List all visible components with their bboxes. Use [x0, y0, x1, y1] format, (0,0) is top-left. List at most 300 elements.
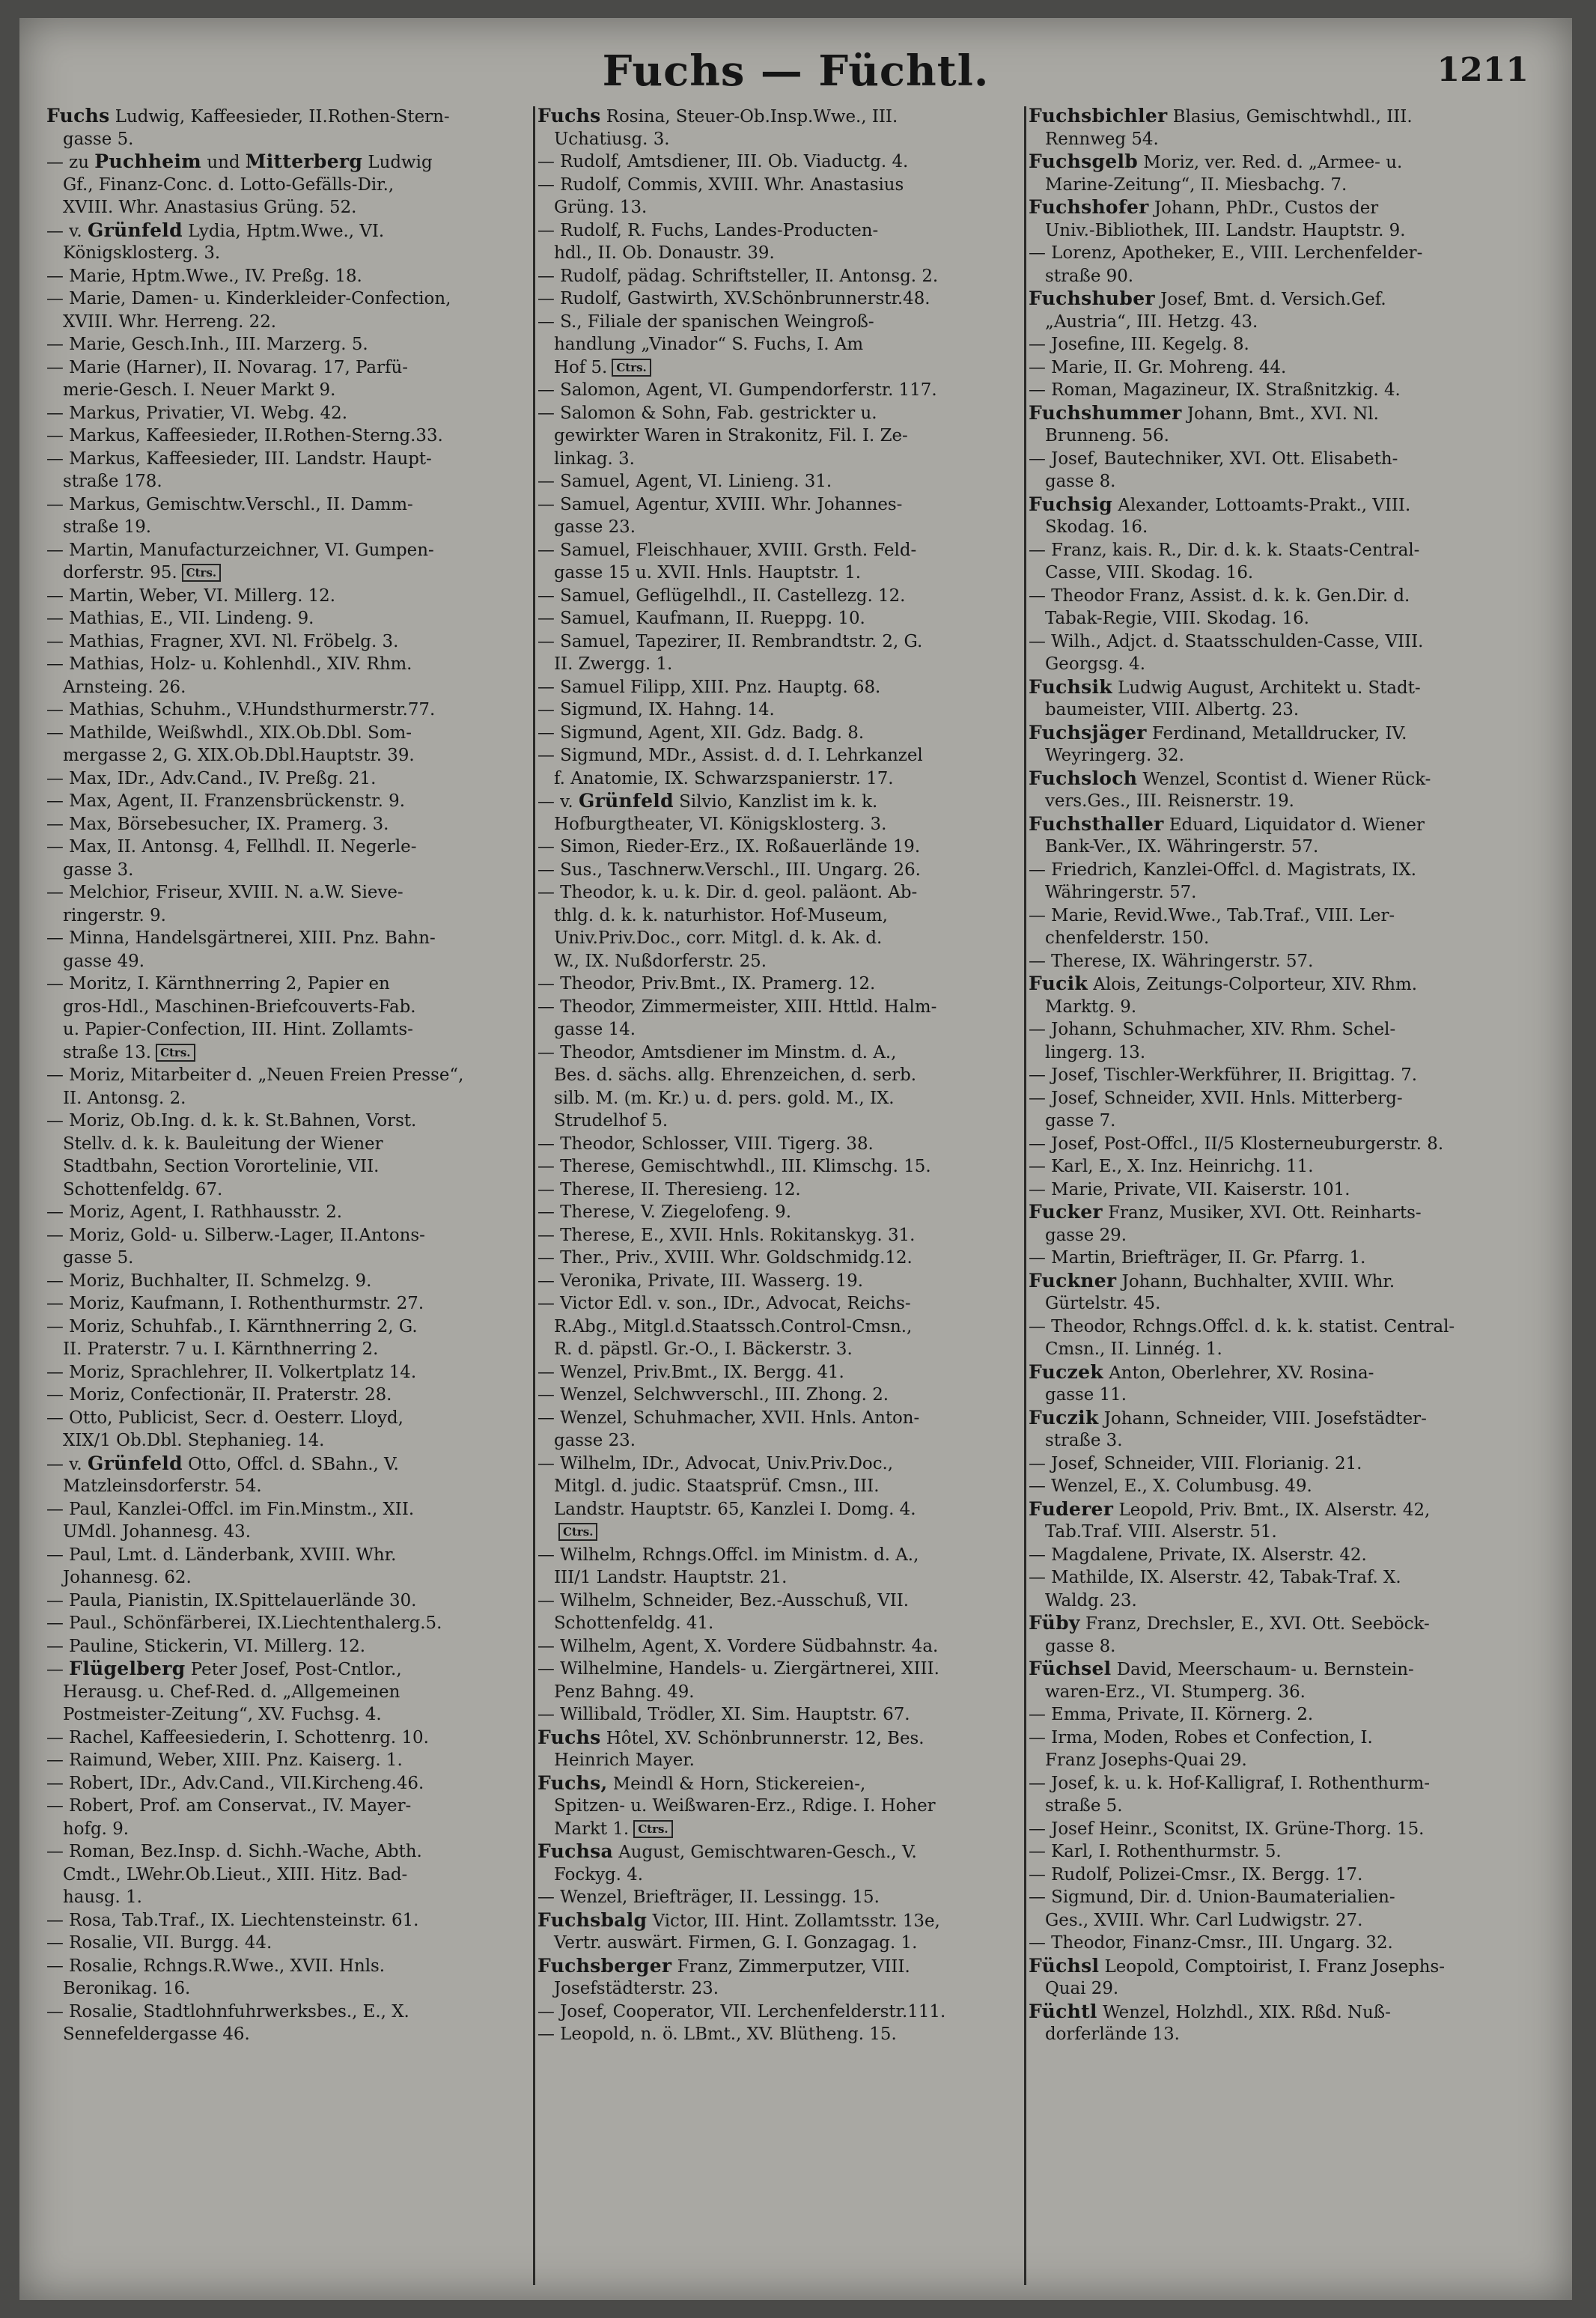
entry-line	[46, 1018, 526, 1041]
entry-text: — Josefine, III. Kegelg. 8.	[1029, 335, 1249, 354]
entry-line	[1029, 2001, 1508, 2024]
entry-text: — Wenzel, Briefträger, II. Lessingg. 15.	[537, 1887, 880, 1907]
entry-line	[1029, 585, 1508, 608]
entry-text: — Paul, Lmt. d. Länderbank, XVIII. Whr.	[46, 1545, 397, 1565]
entry-line	[537, 1407, 1017, 1430]
entry-text: — Therese, E., XVII. Hnls. Rokitanskyg. 31.	[537, 1225, 916, 1245]
entry-text: — Otto, Publicist, Secr. d. Oesterr. Lloyd,	[46, 1408, 403, 1428]
entry-text: XVIII. Whr. Herreng. 22.	[63, 311, 277, 332]
surname-heading: Fuchsig	[1029, 493, 1113, 515]
entry-line	[537, 1384, 1017, 1407]
entry-line	[537, 630, 1017, 654]
entry-text: gasse 5.	[63, 129, 134, 149]
entry-line	[537, 2023, 1017, 2046]
entry-line	[1029, 105, 1508, 128]
entry-text: — Markus, Kaffeesieder, II.Rothen-Sterng.33.	[46, 426, 443, 445]
entry-line	[537, 1292, 1017, 1315]
entry-line	[537, 1338, 1017, 1361]
entry-line	[1029, 1795, 1508, 1818]
surname-heading: Fuchs,	[537, 1771, 608, 1794]
entry-line	[46, 493, 526, 517]
entry-line	[537, 585, 1017, 608]
entry-line	[537, 1932, 1017, 1955]
surname-heading: Fuderer	[1029, 1497, 1114, 1520]
entry-line	[46, 1749, 526, 1772]
entry-text: baumeister, VIII. Albertg. 23.	[1045, 700, 1300, 720]
entry-line	[46, 904, 526, 928]
entry-text: Silvio, Kanzlist im k. k.	[673, 792, 878, 812]
entry-text: — Rudolf, Amtsdiener, III. Ob. Viaductg. 4.	[537, 152, 909, 171]
entry-text: — Johann, Schuhmacher, XIV. Rhm. Schel-	[1029, 1020, 1396, 1039]
entry-line	[537, 1886, 1017, 1909]
entry-text: — Sus., Taschnerw.Verschl., III. Ungarg. 26.	[537, 860, 921, 880]
entry-text: — Samuel, Tapezirer, II. Rembrandtstr. 2, G.	[537, 631, 923, 651]
surname-heading: Flügelberg	[69, 1658, 186, 1679]
entry-line	[46, 973, 526, 996]
entry-line	[1029, 1749, 1508, 1772]
entry-line	[537, 1064, 1017, 1087]
surname-heading: Füchsl	[1029, 1954, 1100, 1977]
entry-line	[1029, 1475, 1508, 1498]
entry-text: — Josef, Tischler-Werkführer, II. Brigittag. 7.	[1029, 1065, 1418, 1085]
ctrs-stamp: Ctrs.	[633, 1820, 672, 1838]
entry-line	[1029, 607, 1508, 630]
entry-line	[1029, 1818, 1508, 1841]
entry-text: XIX/1 Ob.Dbl. Stephanieg. 14.	[63, 1431, 325, 1450]
entry-line	[46, 1681, 526, 1704]
surname-heading: Füchsel	[1029, 1658, 1112, 1679]
entry-line	[1029, 379, 1508, 402]
surname-heading: Fuchsa	[537, 1840, 613, 1862]
entry-text: — Moriz, Buchhalter, II. Schmelzg. 9.	[46, 1271, 372, 1291]
entry-text: f. Anatomie, IX. Schwarzspanierstr. 17.	[554, 768, 894, 788]
entry-text: — Max, II. Antonsg. 4, Fellhdl. II. Negerle-	[46, 837, 417, 857]
entry-line	[46, 1818, 526, 1841]
entry-line	[537, 448, 1017, 471]
entry-text: straße 90.	[1045, 266, 1134, 286]
entry-line	[46, 950, 526, 973]
entry-text: III/1 Landstr. Hauptstr. 21.	[554, 1568, 788, 1587]
entry-text: August, Gemischtwaren-Gesch., V.	[612, 1843, 917, 1862]
entry-line	[46, 1407, 526, 1430]
entry-line	[1029, 790, 1508, 813]
entry-line	[1029, 196, 1508, 219]
entry-text: — Martin, Weber, VI. Millerg. 12.	[46, 585, 336, 606]
entry-text: — Rosa, Tab.Traf., IX. Liechtensteinstr. 61.	[46, 1910, 419, 1930]
entry-line	[46, 1909, 526, 1932]
surname-heading: Fuchs	[537, 105, 601, 127]
entry-line	[46, 767, 526, 791]
entry-text: — Marie (Harner), II. Novarag. 17, Parfü-	[46, 357, 408, 377]
entry-text: hausg. 1.	[63, 1887, 142, 1907]
surname-heading: Fuchs	[46, 105, 110, 127]
column-2	[537, 105, 1017, 2046]
entry-text: — Theodor, k. u. k. Dir. d. geol. paläont. Ab-	[537, 883, 918, 902]
entry-line	[46, 288, 526, 311]
entry-line	[1029, 1932, 1508, 1955]
entry-line	[46, 1886, 526, 1909]
entry-line	[46, 1384, 526, 1407]
entry-text: — Salomon & Sohn, Fab. gestrickter u.	[537, 403, 877, 423]
entry-line	[537, 1977, 1017, 2001]
entry-line	[537, 881, 1017, 904]
entry-line	[1029, 288, 1508, 311]
entry-text: Ludwig	[362, 153, 433, 172]
entry-line	[537, 1315, 1017, 1339]
entry-text: — Victor Edl. v. son., IDr., Advocat, Reichs-	[537, 1294, 911, 1313]
entry-text: Heinrich Mayer.	[554, 1750, 695, 1770]
entry-text: — Therese, II. Theresieng. 12.	[537, 1179, 801, 1199]
entry-text: Waldg. 23.	[1045, 1590, 1137, 1610]
entry-text: — v.	[537, 792, 579, 812]
entry-line	[537, 1749, 1017, 1772]
entry-line	[46, 196, 526, 219]
entry-line	[46, 1840, 526, 1864]
entry-text: — Josef, k. u. k. Hof-Kalligraf, I. Rothenthurm-	[1029, 1773, 1430, 1793]
entry-line	[537, 493, 1017, 517]
entry-text: Georgsg. 4.	[1045, 654, 1146, 674]
entry-text: straße 5.	[1045, 1796, 1123, 1816]
entry-text: Marine-Zeitung“, II. Miesbachg. 7.	[1045, 174, 1347, 195]
entry-text: — Max, IDr., Adv.Cand., IV. Preßg. 21.	[46, 768, 377, 788]
entry-text: vers.Ges., III. Reisnerstr. 19.	[1045, 791, 1294, 811]
entry-line	[46, 1521, 526, 1544]
entry-line	[1029, 950, 1508, 973]
entry-text: — Sigmund, MDr., Assist. d. d. I. Lehrkanzel	[537, 746, 923, 765]
surname-heading: Fuczik	[1029, 1406, 1099, 1429]
entry-line	[1029, 448, 1508, 471]
entry-line	[1029, 1681, 1508, 1704]
ctrs-stamp: Ctrs.	[612, 359, 651, 377]
entry-text: Univ.Priv.Doc., corr. Mitgl. d. k. Ak. d.	[554, 928, 883, 948]
entry-text: — Emma, Private, II. Körnerg. 2.	[1029, 1705, 1314, 1724]
surname-heading: Fuchsjäger	[1029, 721, 1147, 743]
entry-text: — Mathias, Holz- u. Kohlenhdl., XIV. Rhm.	[46, 654, 412, 674]
entry-text: Hof 5.	[554, 357, 608, 377]
entry-line	[46, 2023, 526, 2046]
entry-text: Schottenfeldg. 41.	[554, 1613, 714, 1633]
entry-text: — Josef, Schneider, XVII. Hnls. Mitterberg-	[1029, 1088, 1403, 1108]
entry-line	[1029, 1452, 1508, 1476]
entry-text: Meindl & Horn, Stickereien-,	[607, 1774, 866, 1794]
entry-text: — Theodor, Rchngs.Offcl. d. k. k. statist. Central-	[1029, 1316, 1455, 1336]
entry-text: gasse 3.	[63, 860, 134, 880]
entry-line	[46, 265, 526, 288]
entry-text: — Rudolf, Polizei-Cmsr., IX. Bergg. 17.	[1029, 1864, 1363, 1884]
entry-text: — Theodor, Zimmermeister, XIII. Httld. Halm-	[537, 997, 937, 1017]
entry-line	[46, 836, 526, 859]
entry-line	[46, 996, 526, 1019]
entry-line	[537, 1566, 1017, 1590]
entry-text: — Samuel Filipp, XIII. Pnz. Hauptg. 68.	[537, 677, 881, 697]
entry-text: straße 13.	[63, 1042, 152, 1062]
entry-line	[46, 744, 526, 767]
entry-text: straße 19.	[63, 517, 152, 537]
entry-text: — Samuel, Fleischhauer, XVIII. Grsth. Feld-	[537, 540, 917, 560]
entry-text: — Josef, Cooperator, VII. Lerchenfelderstr.111.	[537, 2001, 946, 2022]
surname-heading: Fuchsgelb	[1029, 150, 1139, 172]
entry-line	[1029, 333, 1508, 356]
entry-text: Josef, Bmt. d. Versich.Gef.	[1154, 290, 1386, 309]
entry-line	[537, 1429, 1017, 1452]
ctrs-stamp: Ctrs.	[182, 564, 221, 582]
entry-line	[1029, 219, 1508, 243]
entry-line	[537, 699, 1017, 722]
entry-text: — Max, Börsebesucher, IX. Pramerg. 3.	[46, 814, 389, 834]
surname-heading: Fucker	[1029, 1201, 1103, 1223]
entry-line	[537, 1544, 1017, 1567]
entry-text: — Wenzel, E., X. Columbusg. 49.	[1029, 1476, 1312, 1496]
entry-text: Leopold, Priv. Bmt., IX. Alserstr. 42,	[1113, 1500, 1431, 1520]
ctrs-stamp: Ctrs.	[156, 1044, 195, 1062]
entry-line	[537, 265, 1017, 288]
entry-line	[537, 402, 1017, 425]
entry-text: Rennweg 54.	[1045, 129, 1159, 149]
column-divider	[533, 106, 535, 2285]
entry-text: Eduard, Liquidator d. Wiener	[1163, 815, 1425, 835]
surname-heading: Fuchshummer	[1029, 401, 1182, 424]
entry-text: Königsklosterg. 3.	[63, 243, 221, 263]
entry-line	[537, 1475, 1017, 1498]
surname-heading: Fuchsbalg	[537, 1908, 648, 1931]
entry-line	[1029, 311, 1508, 334]
entry-text: gasse 14.	[554, 1020, 636, 1039]
entry-text: straße 178.	[63, 472, 162, 491]
entry-line	[46, 1590, 526, 1613]
entry-text: merie-Gesch. I. Neuer Markt 9.	[63, 380, 336, 400]
entry-line	[1029, 1864, 1508, 1887]
entry-text: — v.	[46, 1454, 88, 1474]
entry-line	[46, 607, 526, 630]
entry-line	[1029, 1772, 1508, 1795]
entry-line	[46, 1452, 526, 1476]
entry-line	[1029, 1110, 1508, 1133]
entry-text: — Paul., Schönfärberei, IX.Liechtenthalerg.5.	[46, 1613, 442, 1633]
entry-line	[1029, 653, 1508, 676]
surname-heading: Fuchsloch	[1029, 767, 1138, 789]
entry-line	[537, 1795, 1017, 1818]
entry-text: — zu	[46, 153, 95, 172]
entry-line	[537, 105, 1017, 128]
entry-text: — Moriz, Kaufmann, I. Rothenthurmstr. 27.	[46, 1294, 424, 1313]
entry-line	[1029, 539, 1508, 562]
entry-line	[46, 1064, 526, 1087]
entry-line	[1029, 813, 1508, 836]
entry-text: Skodag. 16.	[1045, 517, 1148, 537]
entry-text: Hofburgtheater, VI. Königsklosterg. 3.	[554, 814, 887, 834]
entry-line	[46, 562, 526, 585]
entry-text: und	[201, 153, 246, 172]
entry-text: — Robert, IDr., Adv.Cand., VII.Kircheng.46.	[46, 1773, 424, 1793]
entry-line	[46, 539, 526, 562]
surname-heading: Füchtl	[1029, 2000, 1097, 2022]
entry-text: II. Praterstr. 7 u. I. Kärnthnerring 2.	[63, 1339, 379, 1359]
entry-text: — Wenzel, Priv.Bmt., IX. Bergg. 41.	[537, 1362, 844, 1382]
entry-text: — Max, Agent, II. Franzensbrückenstr. 9.	[46, 791, 405, 811]
entry-text: Penz Bahng. 49.	[554, 1682, 695, 1702]
entry-text: — Samuel, Agent, VI. Linieng. 31.	[537, 472, 832, 491]
entry-line	[537, 1703, 1017, 1727]
entry-line	[1029, 1384, 1508, 1407]
entry-text: Mitgl. d. judic. Staatsprüf. Cmsn., III.	[554, 1476, 880, 1496]
entry-text: — Lorenz, Apotheker, E., VIII. Lerchenfelder-	[1029, 243, 1423, 263]
entry-line	[537, 1909, 1017, 1932]
entry-text: straße 3.	[1045, 1431, 1123, 1450]
entry-text: Peter Josef, Post-Cntlor.,	[185, 1660, 402, 1679]
entry-line	[537, 950, 1017, 973]
entry-line	[1029, 562, 1508, 585]
entry-text: Cmsn., II. Linnég. 1.	[1045, 1339, 1222, 1359]
entry-text: —	[46, 1660, 70, 1679]
entry-text: — Sigmund, Dir. d. Union-Baumaterialien-	[1029, 1887, 1395, 1907]
entry-line	[46, 1361, 526, 1384]
entry-line	[1029, 425, 1508, 448]
entry-line	[537, 927, 1017, 950]
entry-line	[537, 722, 1017, 745]
entry-text: Franz, Drechsler, E., XVI. Ott. Seeböck-	[1079, 1614, 1430, 1634]
entry-line	[46, 1178, 526, 1202]
entry-text: — Roman, Bez.Insp. d. Sichh.-Wache, Abth.	[46, 1842, 422, 1861]
entry-text: gasse 8.	[1045, 1636, 1116, 1656]
entry-text: — Paul, Kanzlei-Offcl. im Fin.Minstm., XII.	[46, 1499, 415, 1519]
entry-line	[537, 1247, 1017, 1270]
entry-line	[46, 105, 526, 128]
entry-line	[46, 1247, 526, 1270]
entry-text: — Magdalene, Private, IX. Alserstr. 42.	[1029, 1545, 1367, 1565]
entry-line	[537, 813, 1017, 836]
entry-line	[537, 1521, 1017, 1544]
entry-line	[537, 425, 1017, 448]
entry-line	[1029, 1155, 1508, 1178]
entry-line	[1029, 242, 1508, 265]
entry-text: — Moriz, Schuhfab., I. Kärnthnerring 2, G.	[46, 1316, 418, 1336]
entry-text: — Mathilde, IX. Alserstr. 42, Tabak-Traf. X.	[1029, 1568, 1401, 1587]
entry-line	[537, 767, 1017, 791]
entry-line	[46, 1429, 526, 1452]
entry-line	[46, 1977, 526, 2001]
entry-text: Spitzen- u. Weißwaren-Erz., Rdige. I. Hoher	[554, 1796, 936, 1816]
entry-text: Weyringerg. 32.	[1045, 746, 1184, 765]
entry-line	[46, 1727, 526, 1750]
entry-line	[46, 470, 526, 493]
entry-line	[1029, 722, 1508, 745]
entry-text: gasse 11.	[1045, 1385, 1127, 1405]
entry-text: — v.	[46, 221, 88, 241]
entry-text: Alois, Zeitungs-Colporteur, XIV. Rhm.	[1088, 975, 1417, 994]
entry-text: — Paula, Pianistin, IX.Spittelauerlände 30.	[46, 1590, 417, 1610]
entry-text: — Roman, Magazineur, IX. Straßnitzkig. 4.	[1029, 380, 1401, 400]
entry-text: linkag. 3.	[554, 448, 635, 469]
entry-text: hdl., II. Ob. Donaustr. 39.	[554, 243, 775, 263]
entry-line	[537, 356, 1017, 380]
entry-text: — Marie, Private, VII. Kaiserstr. 101.	[1029, 1179, 1350, 1199]
entry-line	[46, 2001, 526, 2024]
entry-line	[46, 585, 526, 608]
entry-text: — Rosalie, VII. Burgg. 44.	[46, 1933, 272, 1953]
entry-line	[537, 790, 1017, 813]
entry-text: — Veronika, Private, III. Wasserg. 19.	[537, 1271, 863, 1291]
entry-line	[537, 973, 1017, 996]
entry-text: Ferdinand, Metalldrucker, IV.	[1146, 723, 1407, 743]
entry-text: — Willibald, Trödler, XI. Sim. Hauptstr. 67.	[537, 1705, 910, 1724]
entry-text: Bes. d. sächs. allg. Ehrenzeichen, d. serb.	[554, 1065, 917, 1085]
entry-text: gros-Hdl., Maschinen-Briefcouverts-Fab.	[63, 997, 416, 1017]
ctrs-stamp: Ctrs.	[558, 1523, 597, 1541]
entry-line	[537, 333, 1017, 356]
entry-text: Univ.-Bibliothek, III. Landstr. Hauptstr. 9.	[1045, 220, 1406, 240]
entry-text: Johann, Schneider, VIII. Josefstädter-	[1098, 1408, 1427, 1429]
entry-text: — Moritz, I. Kärnthnerring 2, Papier en	[46, 974, 390, 994]
entry-text: — Markus, Privatier, VI. Webg. 42.	[46, 403, 347, 423]
entry-text: — Josef, Post-Offcl., II/5 Klosterneuburgerstr. 8.	[1029, 1134, 1444, 1154]
entry-text: — Wenzel, Selchwverschl., III. Zhong. 2.	[537, 1385, 889, 1405]
entry-line	[537, 1658, 1017, 1681]
entry-line	[1029, 1909, 1508, 1932]
surname-heading: Füby	[1029, 1612, 1080, 1634]
entry-text: lingerg. 13.	[1045, 1042, 1146, 1062]
entry-text: Josefstädterstr. 23.	[554, 1979, 719, 1998]
entry-text: — Theodor, Schlosser, VIII. Tigerg. 38.	[537, 1134, 874, 1154]
entry-text: Ludwig, Kaffeesieder, II.Rothen-Stern-	[109, 107, 450, 127]
entry-line	[46, 1224, 526, 1247]
entry-text: — Theodor Franz, Assist. d. k. k. Gen.Dir. d.	[1029, 585, 1410, 606]
entry-line	[1029, 1612, 1508, 1635]
entry-text: Markt 1.	[554, 1819, 630, 1839]
entry-text: — Josef, Bautechniker, XVI. Ott. Elisabeth-	[1029, 448, 1398, 469]
entry-text: — S., Filiale der spanischen Weingroß-	[537, 311, 874, 332]
entry-line	[46, 1155, 526, 1178]
entry-line	[46, 630, 526, 654]
entry-line	[1029, 1521, 1508, 1544]
entry-line	[1029, 699, 1508, 722]
entry-line	[537, 288, 1017, 311]
entry-line	[537, 607, 1017, 630]
entry-line	[46, 1635, 526, 1658]
entry-text: Moriz, ver. Red. d. „Armee- u.	[1138, 153, 1403, 172]
surname-heading: Fuczek	[1029, 1360, 1103, 1383]
entry-text: — Wilhelmine, Handels- u. Ziergärtnerei, XIII.	[537, 1659, 939, 1679]
entry-text: — Samuel, Kaufmann, II. Rueppg. 10.	[537, 609, 865, 628]
entry-text: ringerstr. 9.	[63, 905, 166, 925]
entry-text: — Sigmund, Agent, XII. Gdz. Badg. 8.	[537, 723, 865, 743]
entry-text: waren-Erz., VI. Stumperg. 36.	[1045, 1682, 1306, 1702]
entry-line	[537, 1224, 1017, 1247]
entry-line	[46, 150, 526, 174]
entry-text: — Rudolf, Commis, XVIII. Whr. Anastasius	[537, 174, 904, 195]
entry-line	[46, 219, 526, 243]
entry-text: „Austria“, III. Hetzg. 43.	[1045, 311, 1258, 332]
entry-line	[46, 1566, 526, 1590]
entry-line	[1029, 470, 1508, 493]
entry-text: Vertr. auswärt. Firmen, G. I. Gonzagag. 1.	[554, 1933, 918, 1953]
entry-text: — Marie, Revid.Wwe., Tab.Traf., VIII. Ler-	[1029, 905, 1395, 925]
entry-text: chenfelderstr. 150.	[1045, 928, 1210, 948]
surname-heading: Fuchsbichler	[1029, 105, 1168, 127]
entry-text: gasse 5.	[63, 1248, 134, 1268]
entry-text: Stellv. d. k. k. Bauleitung der Wiener	[63, 1134, 383, 1154]
entry-line	[1029, 1064, 1508, 1087]
entry-text: Hôtel, XV. Schönbrunnerstr. 12, Bes.	[600, 1728, 925, 1748]
entry-line	[537, 1155, 1017, 1178]
entry-text: — Samuel, Geflügelhdl., II. Castellezg. 12.	[537, 585, 906, 606]
entry-text: — Marie, Hptm.Wwe., IV. Preßg. 18.	[46, 266, 362, 286]
entry-text: Bank-Ver., IX. Währingerstr. 57.	[1045, 837, 1319, 857]
entry-line	[537, 516, 1017, 539]
entry-line	[1029, 744, 1508, 767]
entry-text: Währingerstr. 57.	[1045, 883, 1197, 902]
entry-text: Matzleinsdorferstr. 54.	[63, 1476, 262, 1496]
entry-text: — Rosalie, Stadtlohnfuhrwerksbes., E., X.	[46, 2001, 409, 2022]
